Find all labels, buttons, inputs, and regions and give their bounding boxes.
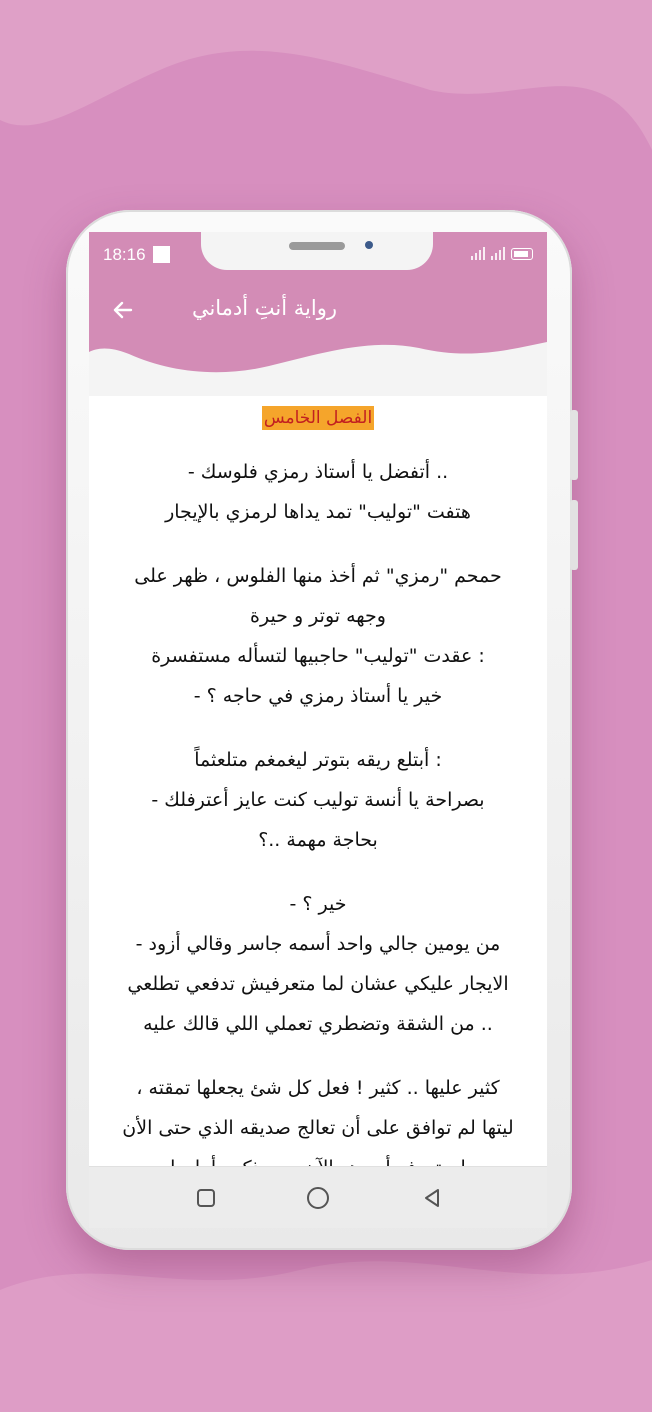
text-line: ليتها لم توافق على أن تعالج صديقه الذي حتى الأن [122, 1117, 514, 1139]
text-line: حمحم "رمزي" ثم أخذ منها الفلوس ، ظهر على [134, 565, 502, 587]
text-line: : عقدت "توليب" حاجبيها لتسأله مستفسرة [151, 645, 485, 667]
signal-icon [471, 246, 485, 260]
paragraph [89, 556, 547, 716]
header-wave [89, 340, 547, 396]
paragraph [89, 884, 547, 1044]
text-line: خير يا أستاذ رمزي في حاجه ؟ - [193, 685, 443, 707]
triangle-back-icon [421, 1187, 443, 1209]
notification-icon [153, 246, 170, 263]
text-line: .. من الشقة وتضطري تعملي اللي قالك عليه [143, 1013, 493, 1035]
text-line: كثير عليها .. كثير ! فعل كل شئ يجعلها تمقته ، [136, 1077, 500, 1099]
status-bar [89, 232, 547, 278]
text-line: بصراحة يا أنسة توليب كنت عايز أعترفلك - [151, 789, 485, 811]
app-bar [89, 278, 547, 342]
text-line: بحاجة مهمة ..؟ [258, 829, 378, 851]
speaker [289, 242, 345, 250]
chapter-content[interactable] [89, 396, 547, 1166]
status-icons [471, 246, 533, 260]
text-line: وجهه توتر و حيرة [250, 605, 386, 627]
chapter-title: الفصل الخامس [263, 408, 373, 428]
home-button[interactable] [305, 1185, 331, 1211]
paragraph [89, 740, 547, 860]
recents-button[interactable] [193, 1185, 219, 1211]
front-camera [365, 241, 373, 249]
page-title: رواية أنتِ أدماني [191, 296, 337, 320]
paragraph [89, 452, 547, 532]
text-line: خير ؟ - [289, 893, 347, 915]
text-line: الايجار عليكي عشان لما متعرفيش تدفعي تطلعي [127, 973, 509, 995]
phone-power-button [570, 500, 578, 570]
square-icon [195, 1187, 217, 1209]
system-nav-bar [89, 1166, 547, 1228]
phone-volume-button [570, 410, 578, 480]
phone-screen [89, 232, 547, 1227]
nav-back-button[interactable] [419, 1185, 445, 1211]
circle-icon [305, 1185, 331, 1211]
text-line: .. أتفضل يا أستاذ رمزي فلوسك - [187, 461, 449, 483]
status-time: 18:16 [103, 245, 146, 264]
text-line: : أبتلع ريقه بتوتر ليغمغم متلعثماً [194, 749, 442, 771]
back-button[interactable] [105, 292, 141, 328]
text-line: هتفت "توليب" تمد يداها لرمزي بالإيجار [165, 501, 471, 523]
phone-notch [201, 232, 433, 270]
battery-icon [511, 248, 533, 260]
text-line: من يومين جالي واحد أسمه جاسر وقالي أزود - [135, 933, 501, 955]
arrow-left-icon [111, 298, 135, 322]
signal-icon-2 [491, 246, 505, 260]
